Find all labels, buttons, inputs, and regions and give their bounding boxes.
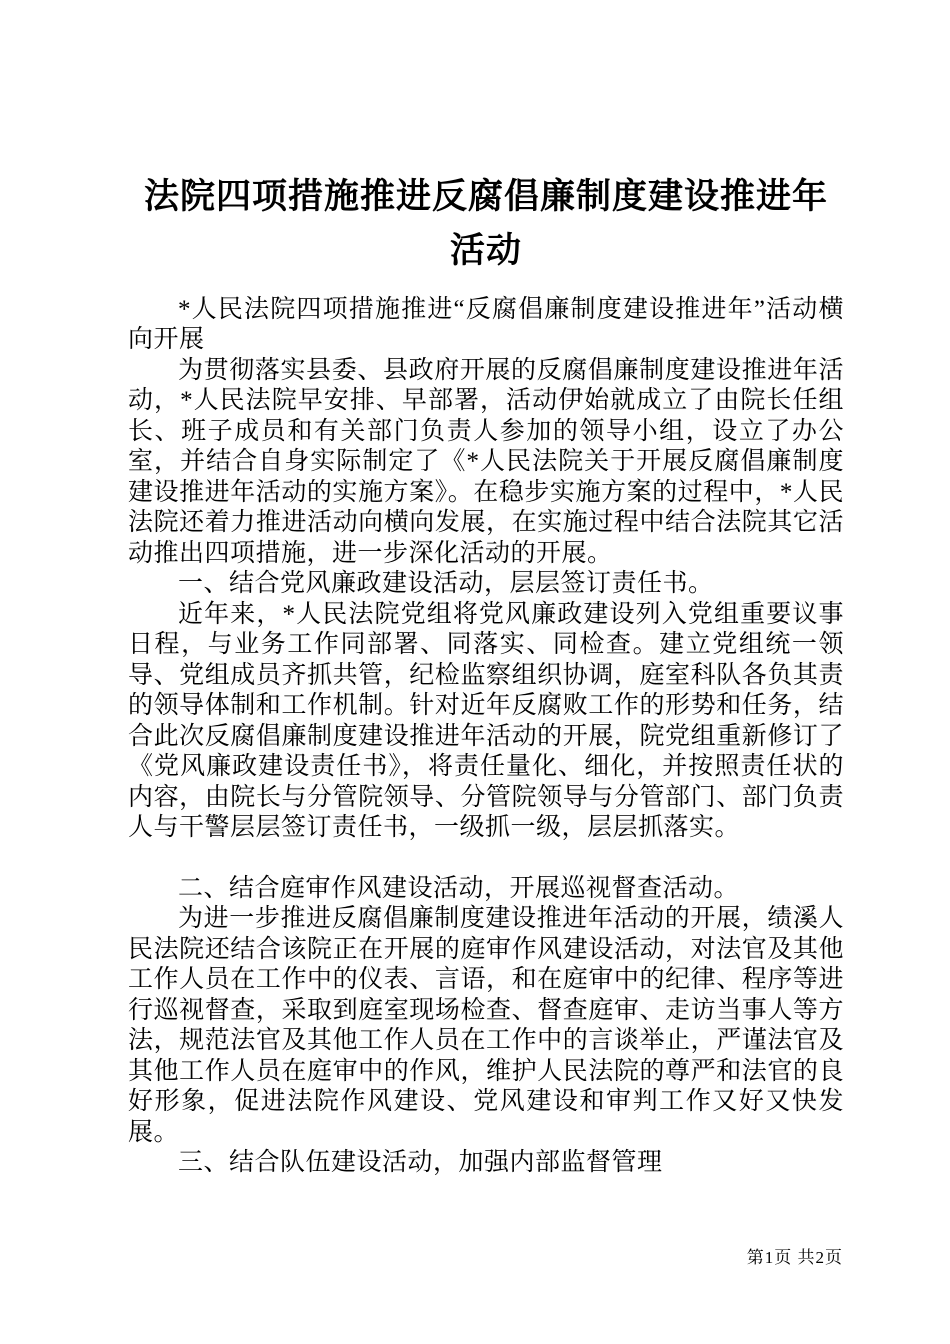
paragraph-overview: 为贯彻落实县委、县政府开展的反腐倡廉制度建设推进年活动，*人民法院早安排、早部署，活动伊始就成立了由院长任组长、班子成员和有关部门负责人参加的领导小组，设立了办公室，并结合自身实际制定了《*人民法院关于开展反腐倡廉制度建设推进年活动的实施方案》。在稳步实施方案的过程中，*人民法院还着力推进活动向横向发展，在实施过程中结合法院其它活动推出四项措施，进一步深化活动的开展。 (128, 356, 844, 567)
document-body (128, 295, 844, 1179)
paragraph-intro: *人民法院四项措施推进“反腐倡廉制度建设推进年”活动横向开展 (128, 295, 844, 353)
paragraph-section-2: 为进一步推进反腐倡廉制度建设推进年活动的开展，绩溪人民法院还结合该院正在开展的庭审作风建设活动，对法官及其他工作人员在工作中的仪表、言语，和在庭审中的纪律、程序等进行巡视督查，采取到庭室现场检查、督查庭审、走访当事人等方法，规范法官及其他工作人员在工作中的言谈举止，严谨法官及其他工作人员在庭审中的作风，维护人民法院的尊严和法官的良好形象，促进法院作风建设、党风建设和审判工作又好又快发展。 (128, 905, 844, 1146)
page-footer (747, 1243, 843, 1268)
section-heading-2: 二、结合庭审作风建设活动，开展巡视督查活动。 (178, 874, 740, 902)
page-title: 法院四项措施推进反腐倡廉制度建设推进年活动 (143, 177, 828, 271)
paragraph-section-1: 近年来，*人民法院党组将党风廉政建设列入党组重要议事日程，与业务工作同部署、同落实、同检查。建立党组统一领导、党组成员齐抓共管，纪检监察组织协调，庭室科队各负其责的领导体制和工作机制。针对近年反腐败工作的形势和任务，结合此次反腐倡廉制度建设推进年活动的开展，院党组重新修订了《党风廉政建设责任书》，将责任量化、细化，并按照责任状的内容，由院长与分管院领导、分管院领导与分管部门、部门负责人与干警层层签订责任书，一级抓一级，层层抓落实。 (128, 600, 844, 841)
section-heading-1: 一、结合党风廉政建设活动，层层签订责任书。 (178, 570, 714, 597)
section-heading-3: 三、结合队伍建设活动，加强内部监督管理 (178, 1149, 663, 1176)
page-number-label: 第1页 共2页 (746, 1248, 843, 1267)
document-content (128, 170, 844, 1179)
